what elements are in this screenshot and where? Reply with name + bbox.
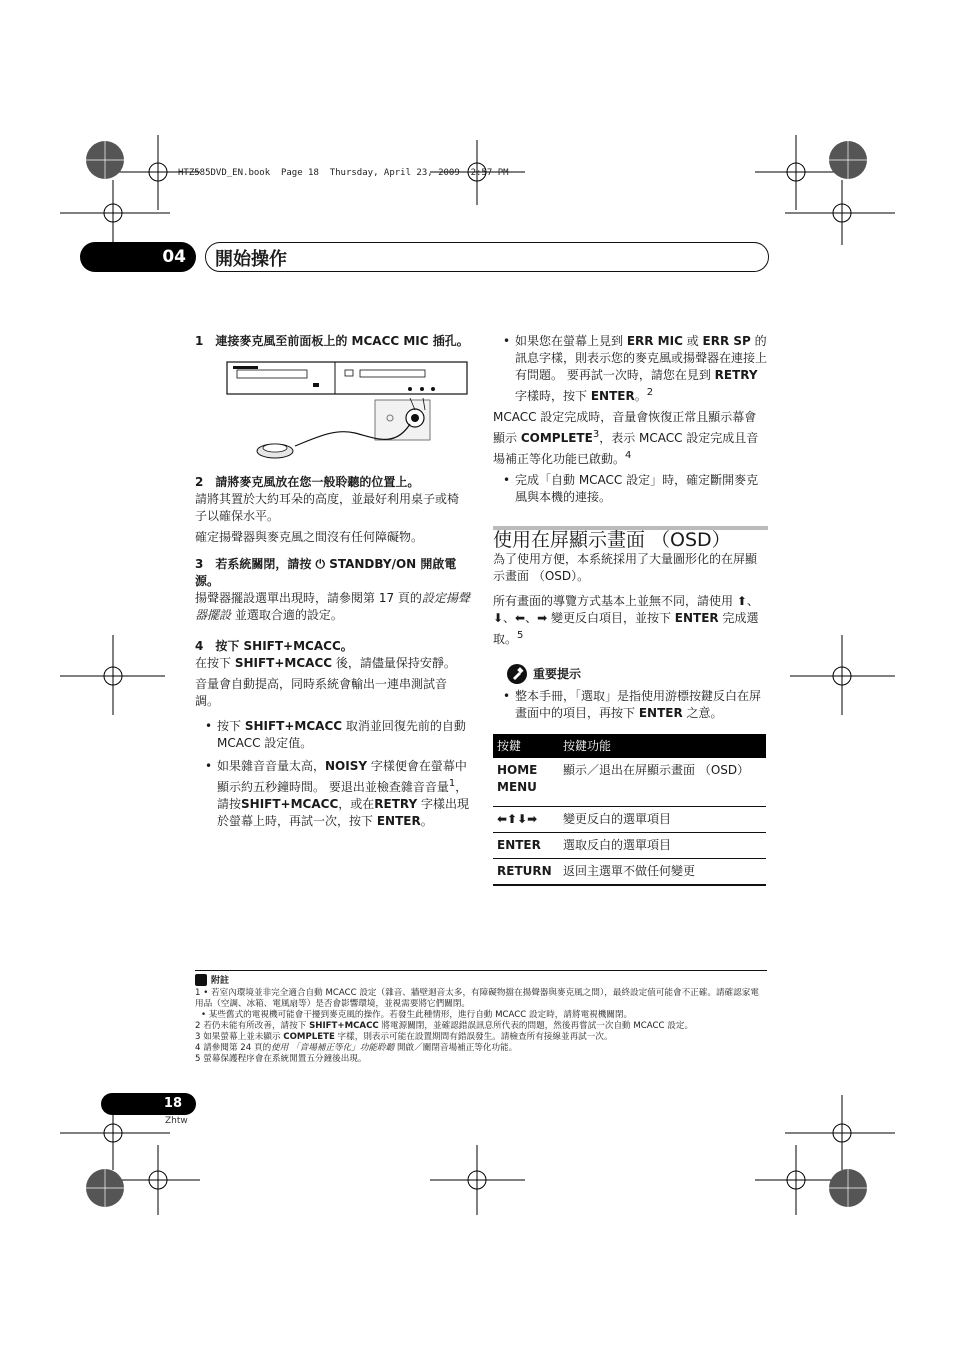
bullet-cancel-a: 按下 xyxy=(217,719,245,733)
footnote-2b: SHIFT+MCACC xyxy=(309,1021,379,1031)
bullet-noisy xyxy=(195,758,470,830)
device-illustration xyxy=(225,358,470,466)
footnote-4c: 開啟／關閉音場補正等化功能。 xyxy=(394,1043,518,1053)
chapter-number: 04 xyxy=(80,242,196,272)
step-4-key: SHIFT+MCACC xyxy=(234,656,333,670)
bullet-err-e: 的訊息字樣，則表示您的麥克風或揚聲器在連接上有問題。 要再試一次時，請您在見到 xyxy=(515,334,768,382)
table-row xyxy=(493,832,766,858)
key-table xyxy=(493,734,766,886)
table-header: 按鍵 xyxy=(493,734,559,758)
footnote-title: 附註 xyxy=(211,976,230,986)
complete-text-b: COMPLETE xyxy=(520,431,593,445)
section-text-2a: 所有畫面的導覽方式基本上並無不同，請使用 ⬆、⬇、⬅、➡ 變更反白項目，並按下 xyxy=(493,594,759,625)
footnote-5: 5 螢幕保護程序會在系統閒置五分鐘後出現。 xyxy=(195,1054,367,1064)
bullet-err xyxy=(493,333,768,405)
bullet-noisy-b: NOISY xyxy=(325,759,368,773)
bullet-noisy-f: ，或在 xyxy=(338,797,375,811)
step-4-text-1a: 在按下 xyxy=(195,656,235,670)
footnote-ref-2: 2 xyxy=(646,387,654,398)
language-code: Zhtw xyxy=(165,1116,188,1126)
table-row xyxy=(493,858,766,885)
bullet-noisy-j: 。 xyxy=(420,814,433,828)
step-4-text-1c: 後，請儘量保持安靜。 xyxy=(332,656,456,670)
bullet-noisy-e: SHIFT+MCACC xyxy=(241,797,339,811)
footnote-4 xyxy=(195,1043,767,1054)
footnote-rule xyxy=(195,970,767,971)
step-3-heading: 3 若系統關閉，請按 ⏻ STANDBY/ON 開啟電源。 xyxy=(195,557,457,588)
section-text-2c: 完成選取。 xyxy=(493,611,759,646)
complete-text-c: ，表示 MCACC 設定完成且音場補正等化功能已啟動。 xyxy=(493,431,759,466)
bullet-err-c: 或 xyxy=(682,334,703,348)
step-3-link: 設定揚聲器擺設 xyxy=(195,591,470,622)
step-4-text-2: 音量會自動提高，同時系統會輸出一連串測試音調。 xyxy=(195,677,448,708)
footnote-3a: 3 如果螢幕上並未顯示 xyxy=(195,1032,284,1042)
bullet-noisy-d: ，請按 xyxy=(217,780,468,811)
left-column xyxy=(195,333,470,836)
section-text-2 xyxy=(493,593,768,648)
table-row xyxy=(493,806,766,832)
table-cell-function: 選取反白的選單項目 xyxy=(559,832,766,858)
footnote-ref-3: 3 xyxy=(592,429,600,440)
table-cell-key: HOME MENU xyxy=(493,758,559,806)
bullet-noisy-g: RETRY xyxy=(374,797,418,811)
table-header: 按鍵功能 xyxy=(559,734,766,758)
bullet-disconnect: • 完成「自動 MCACC 設定」時，確定斷開麥克風與本機的連接。 xyxy=(493,472,768,506)
footnote-ref-1: 1 xyxy=(448,778,456,789)
table-row xyxy=(493,758,766,806)
bullet-err-b: ERR MIC xyxy=(626,334,683,348)
footnote-1: 1 • 若室內環境並非完全適合自動 MCACC 設定（雜音、牆壁迴音太多，有障礙物擋在揚聲器與麥克風之間），最終設定值可能會不正確。請確認家電用品（空調、冰箱、電風扇等）是否會影響環境，並視需要將它們關閉。 xyxy=(195,988,759,1009)
tip-text-a: 整本手冊，「選取」是指使用游標按鍵反白在屏畫面中的項目，再按下 xyxy=(515,689,762,720)
bullet-err-d: ERR SP xyxy=(702,334,751,348)
footnote-2a: 2 若仍未能有所改善，請按下 xyxy=(195,1021,310,1031)
footnote-ref-4: 4 xyxy=(625,450,632,461)
footnote-ref-5: 5 xyxy=(517,630,524,641)
bullet-err-i: 。 xyxy=(634,389,647,403)
table-cell-key: ENTER xyxy=(493,832,559,858)
step-1-heading: 1 連接麥克風至前面板上的 MCACC MIC 插孔。 xyxy=(195,334,469,348)
table-cell-key: RETURN xyxy=(493,858,559,885)
complete-text xyxy=(493,409,768,468)
footnote-3 xyxy=(195,1032,767,1043)
tip-title: 重要提示 xyxy=(533,666,582,681)
step-2-heading: 2 請將麥克風放在您一般聆聽的位置上。 xyxy=(195,475,420,489)
tip-text xyxy=(493,688,768,722)
bullet-err-f: RETRY xyxy=(714,368,758,382)
step-3-text-b: 並選取合適的設定。 xyxy=(231,608,343,622)
footnote-4a: 4 請參閱第 24 頁的 xyxy=(195,1043,272,1053)
bullet-noisy-i: ENTER xyxy=(376,814,421,828)
tip-header xyxy=(507,664,768,684)
footnote-4b: 使用 「音場補正等化」功能聆聽 xyxy=(271,1043,395,1053)
step-2-text-2: 確定揚聲器與麥克風之間沒有任何障礙物。 xyxy=(195,530,424,544)
footnote-2c: 將電源關閉，並確認錯誤訊息所代表的問題，然後再嘗試一次自動 MCACC 設定。 xyxy=(378,1021,694,1031)
footnote-1b: • 某些舊式的電視機可能會干擾到麥克風的操作。若發生此種情形，進行自動 MCACC 設定時，請將電視機關閉。 xyxy=(201,1010,633,1020)
bullet-noisy-a: 如果雜音音量太高， xyxy=(217,759,326,773)
chapter-title: 開始操作 xyxy=(215,249,287,270)
bullet-cancel xyxy=(195,718,470,752)
bullet-cancel-c: 取消並回復先前的自動 MCACC 設定值。 xyxy=(217,719,466,750)
section-title: 使用在屏顯示畫面 （OSD） xyxy=(493,529,731,551)
bullet-noisy-h: 字樣出現於螢幕上時，再試一次，按下 xyxy=(217,797,470,828)
tip-text-c: 之意。 xyxy=(682,706,723,720)
right-column xyxy=(493,333,768,886)
tip-icon xyxy=(507,664,527,684)
complete-text-a: MCACC 設定完成時，音量會恢復正常且顯示幕會顯示 xyxy=(493,410,757,445)
table-cell-function: 顯示／退出在屏顯示畫面 （OSD） xyxy=(559,758,766,806)
bullet-err-h: ENTER xyxy=(590,389,635,403)
table-cell-key: ⬅⬆⬇➡ xyxy=(493,806,559,832)
note-icon xyxy=(195,974,207,986)
bullet-cancel-key: SHIFT+MCACC xyxy=(244,719,343,733)
footnotes xyxy=(195,988,767,1065)
footnote-3b: COMPLETE xyxy=(283,1032,335,1042)
tip-text-b: ENTER xyxy=(638,706,683,720)
footnote-3c: 字樣，則表示可能在設置期間有錯誤發生。請檢查所有接線並再試一次。 xyxy=(334,1032,613,1042)
print-slug: HTZ585DVD_EN.book Page 18 Thursday, April 23, 2009 2:57 PM xyxy=(178,168,509,178)
section-text-2b: ENTER xyxy=(674,611,719,625)
footnote-2 xyxy=(195,1021,767,1032)
step-3-text xyxy=(195,590,470,624)
step-3-text-a: 揚聲器擺設選單出現時，請參閱第 17 頁的 xyxy=(195,591,422,605)
section-text-1: 為了使用方便，本系統採用了大量圖形化的在屏顯示畫面 （OSD）。 xyxy=(493,552,758,583)
table-header-row xyxy=(493,734,766,758)
step-4-heading: 4 按下 SHIFT+MCACC。 xyxy=(195,639,353,653)
table-cell-function: 變更反白的選單項目 xyxy=(559,806,766,832)
step-2-text-1: 請將其置於大約耳朵的高度，並最好利用桌子或椅子以確保水平。 xyxy=(195,492,460,523)
bullet-err-a: 如果您在螢幕上見到 xyxy=(515,334,627,348)
page-number: 18 xyxy=(101,1093,196,1115)
step-4-text-1 xyxy=(195,655,470,672)
chapter-title-frame xyxy=(205,242,769,272)
footnote-header xyxy=(195,973,229,986)
bullet-noisy-c: 字樣便會在螢幕中顯示約五秒鐘時間。 要退出並檢查雜音音量 xyxy=(217,759,467,794)
bullet-err-g: 字樣時，按下 xyxy=(515,389,591,403)
table-cell-function: 返回主選單不做任何變更 xyxy=(559,858,766,885)
